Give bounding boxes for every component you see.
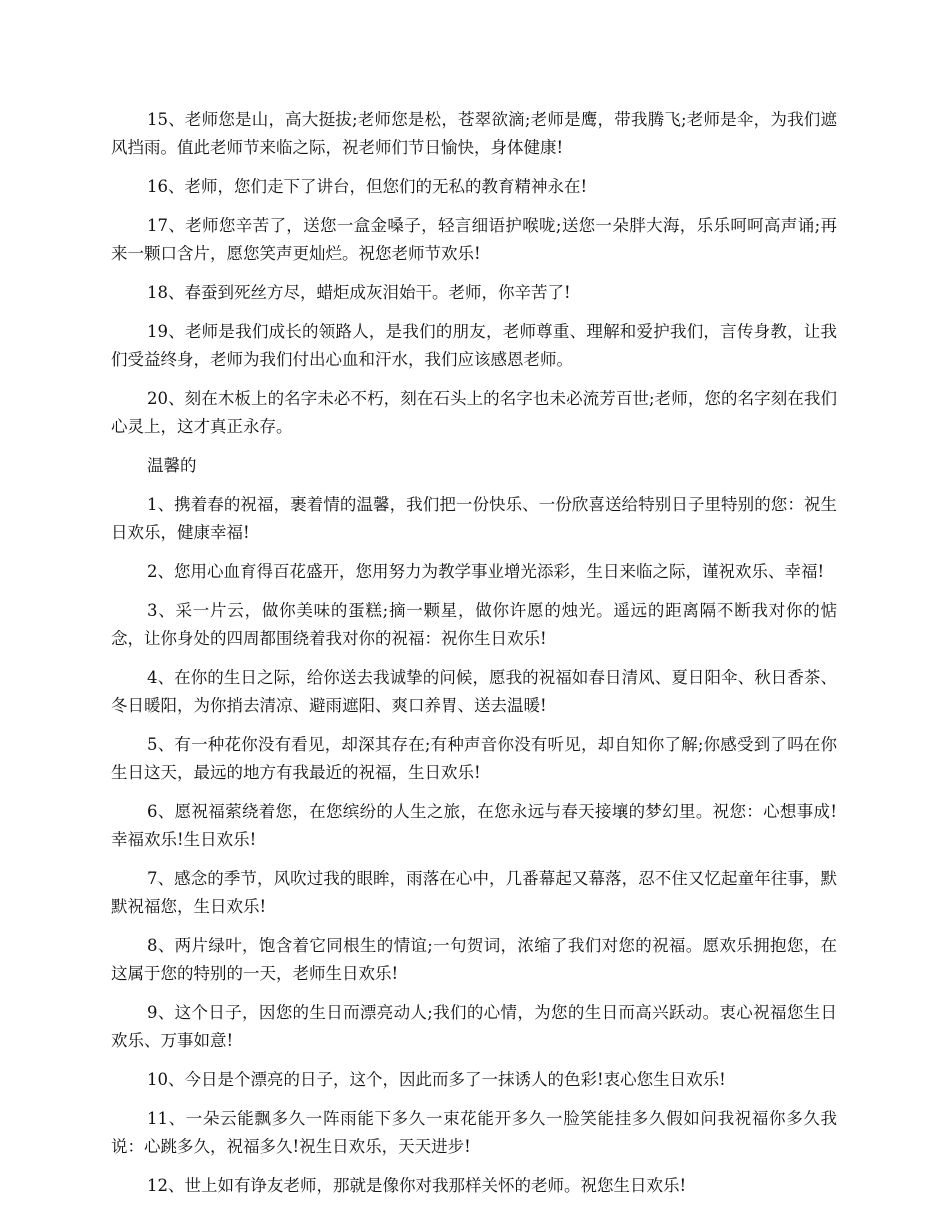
document-page [111, 106, 837, 1211]
wish-paragraph-10: 10、今日是个漂亮的日子，这个，因此而多了一抹诱人的色彩!衷心您生日欢乐! [147, 1070, 726, 1089]
paragraph-16: 16、老师，您们走下了讲台，但您们的无私的教育精神永在! [147, 177, 588, 196]
wish-paragraph-11: 11、一朵云能飘多久一阵雨能下多久一束花能开多久一脸笑能挂多久假如问我祝福你多久我说：心跳多久，祝福多久!祝生日欢乐，天天进步! [111, 1109, 837, 1156]
paragraph-17: 17、老师您辛苦了，送您一盒金嗓子，轻言细语护喉咙;送您一朵胖大海，乐乐呵呵高声诵;再来一颗口含片，愿您笑声更灿烂。祝您老师节欢乐! [111, 216, 837, 263]
wish-paragraph-9: 9、这个日子，因您的生日而漂亮动人;我们的心情，为您的生日而高兴跃动。衷心祝福您生日欢乐、万事如意! [111, 1003, 837, 1050]
wish-paragraph-2: 2、您用心血育得百花盛开，您用努力为教学事业增光添彩，生日来临之际，谨祝欢乐、幸福! [147, 562, 825, 581]
paragraph-20: 20、刻在木板上的名字未必不朽，刻在石头上的名字也未必流芳百世;老师，您的名字刻在我们心灵上，这才真正永存。 [111, 389, 837, 436]
wish-paragraph-3: 3、采一片云，做你美味的蛋糕;摘一颗星，做你许愿的烛光。遥远的距离隔不断我对你的惦念，让你身处的四周都围绕着我对你的祝福：祝你生日欢乐! [111, 601, 837, 648]
paragraph-18: 18、春蚕到死丝方尽，蜡炬成灰泪始干。老师，你辛苦了! [147, 283, 571, 302]
wish-paragraph-4: 4、在你的生日之际，给你送去我诚挚的问候，愿我的祝福如春日清风、夏日阳伞、秋日香茶、冬日暖阳，为你捎去清凉、避雨遮阳、爽口养胃、送去温暖! [111, 668, 837, 715]
wish-paragraph-12: 12、世上如有诤友老师，那就是像你对我那样关怀的老师。祝您生日欢乐! [147, 1176, 687, 1195]
paragraph-19: 19、老师是我们成长的领路人，是我们的朋友，老师尊重、理解和爱护我们，言传身教，让我们受益终身，老师为我们付出心血和汗水，我们应该感恩老师。 [111, 322, 837, 369]
wish-paragraph-7: 7、感念的季节，风吹过我的眼眸，雨落在心中，几番幕起又幕落，忍不住又忆起童年往事，默默祝福您，生日欢乐! [111, 869, 837, 916]
wish-paragraph-5: 5、有一种花你没有看见，却深其存在;有种声音你没有听见，却自知你了解;你感受到了吗在你生日这天，最远的地方有我最近的祝福，生日欢乐! [111, 735, 837, 782]
wish-paragraph-1: 1、携着春的祝福，裹着情的温馨，我们把一份快乐、一份欣喜送给特别日子里特别的您：祝生日欢乐，健康幸福! [111, 495, 837, 542]
section-heading: 温馨的 [147, 456, 197, 475]
paragraph-15: 15、老师您是山，高大挺拔;老师您是松，苍翠欲滴;老师是鹰，带我腾飞;老师是伞，为我们遮风挡雨。值此老师节来临之际，祝老师们节日愉快，身体健康! [111, 110, 837, 157]
wish-paragraph-8: 8、两片绿叶，饱含着它同根生的情谊;一句贺词，浓缩了我们对您的祝福。愿欢乐拥抱您，在这属于您的特别的一天，老师生日欢乐! [111, 936, 837, 983]
wish-paragraph-6: 6、愿祝福萦绕着您，在您缤纷的人生之旅，在您永远与春天接壤的梦幻里。祝您：心想事成!幸福欢乐!生日欢乐! [111, 802, 837, 849]
